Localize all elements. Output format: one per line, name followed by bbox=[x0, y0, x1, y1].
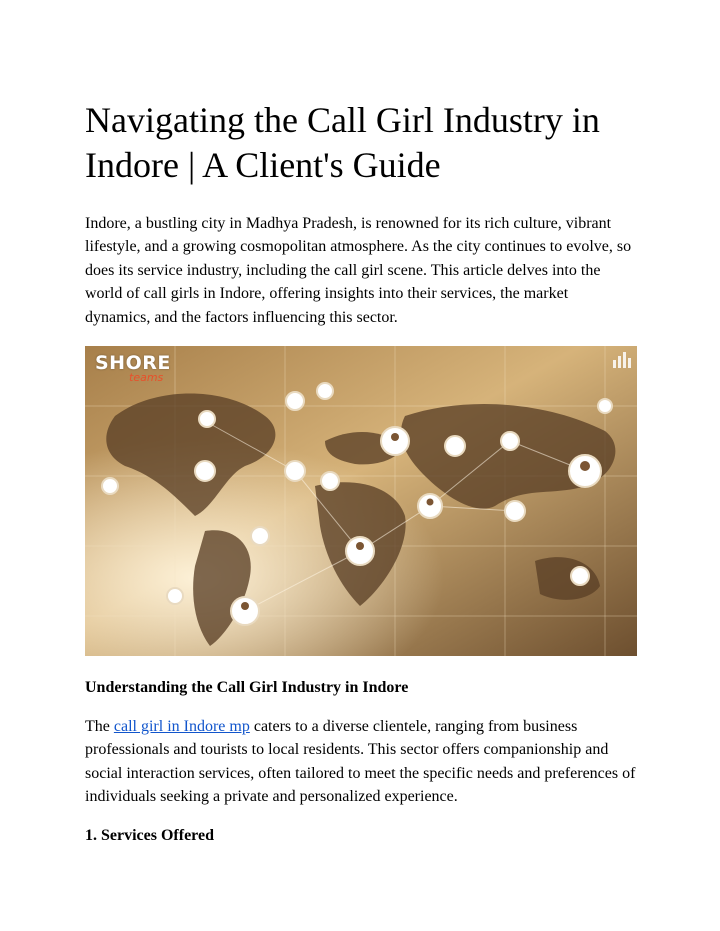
shore-teams-logo bbox=[95, 352, 171, 385]
section-heading: Understanding the Call Girl Industry in Indore bbox=[85, 679, 409, 697]
document-page bbox=[85, 98, 637, 846]
subsection-heading: 1. Services Offered bbox=[85, 826, 214, 844]
logo-sub-text: teams bbox=[129, 371, 164, 385]
para-rest: caters to a diverse clientele, ranging from business professionals and tourists to local residents. This sector offers companionship and social interaction services, often tailored to meet the specific needs and preferences of individuals seeking a private and personalized experience. bbox=[85, 718, 636, 806]
title-line-1: Navigating the Call Girl Industry in bbox=[85, 100, 600, 140]
world-map-network-icon bbox=[85, 346, 637, 656]
logo-main-text: SHORE bbox=[95, 352, 171, 375]
para-prefix: The bbox=[85, 718, 114, 736]
intro-paragraph: Indore, a bustling city in Madhya Pradesh, is renowned for its rich culture, vibrant lifestyle, and a growing cosmopolitan atmosphere. As the city continues to evolve, so does its service industry, including the call girl scene. This article delves into the world of call girls in Indore, offering insights into their services, the market dynamics, and the factors influencing this sector. bbox=[85, 215, 632, 326]
page-title bbox=[85, 98, 637, 188]
title-line-2: Indore | A Client's Guide bbox=[85, 145, 441, 185]
section-paragraph bbox=[85, 715, 637, 809]
hero-image bbox=[85, 346, 637, 656]
call-girl-indore-link[interactable]: call girl in Indore mp bbox=[113, 718, 250, 736]
